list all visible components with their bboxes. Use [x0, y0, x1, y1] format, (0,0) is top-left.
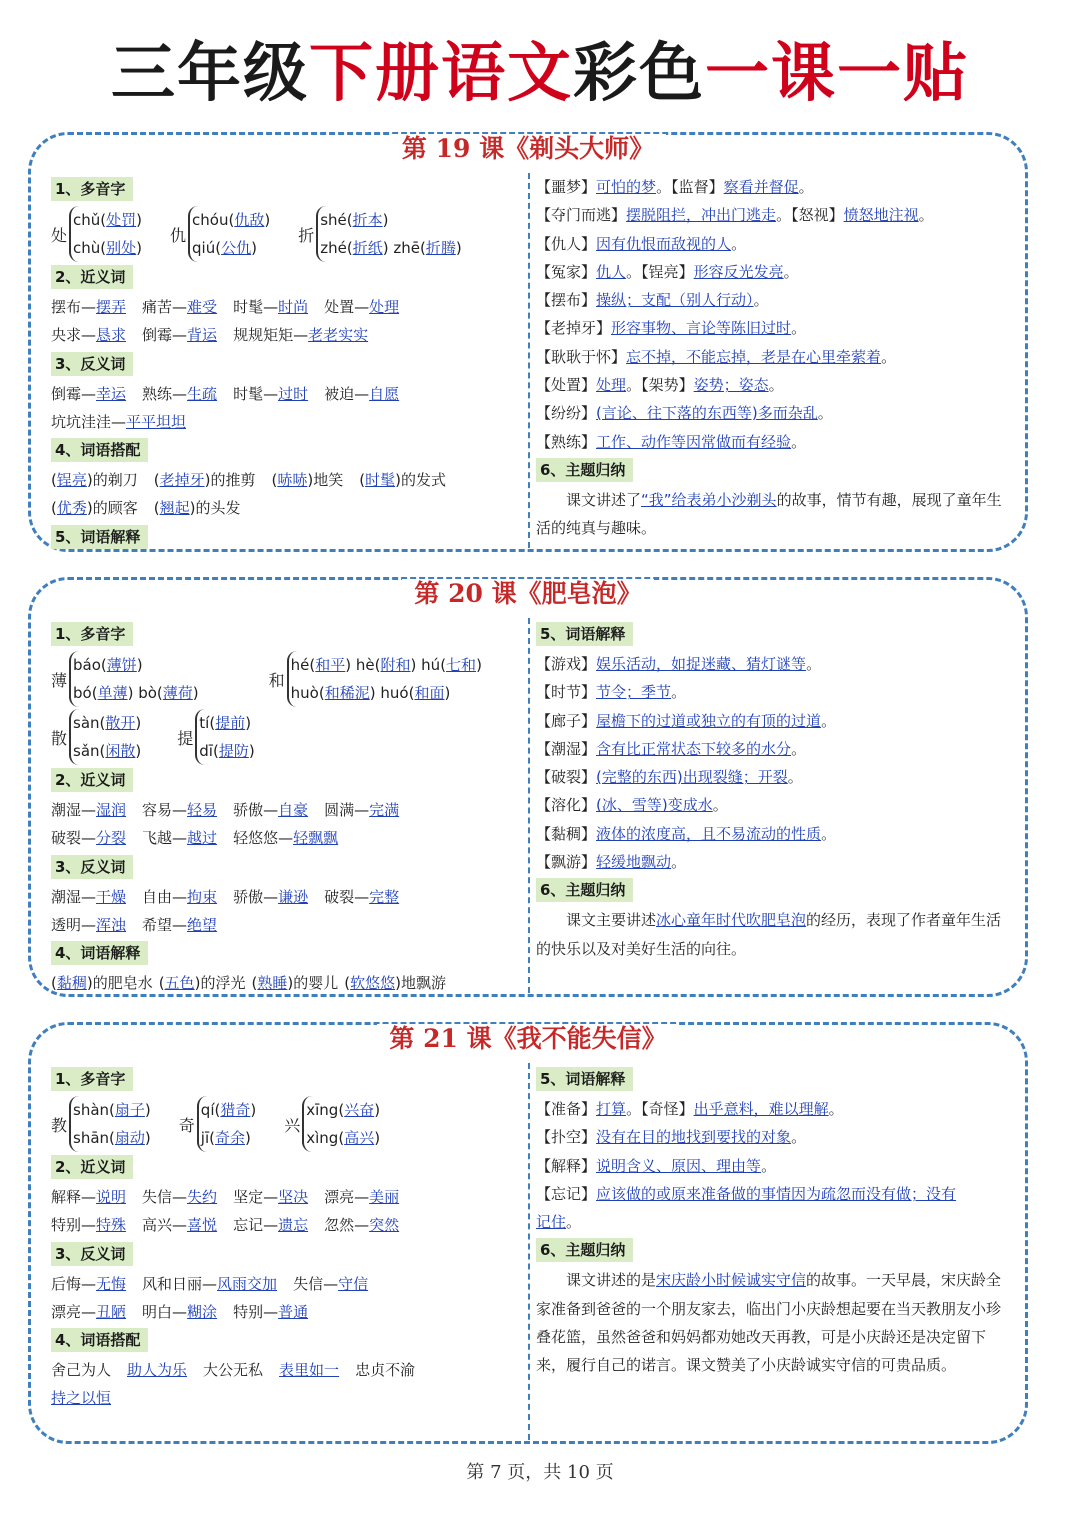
title-part-1: 三年级: [111, 36, 309, 111]
column-divider: [528, 1063, 530, 1440]
collocation-row: 舍己为人 助人为乐 大公无私 表里如一 忠贞不渝: [51, 1361, 416, 1380]
section-heading: 2、近义词: [51, 1155, 133, 1179]
title-part-4: 一课一贴: [705, 36, 969, 111]
definition-row: 【摆布】操纵；支配（别人行动）。: [536, 291, 769, 310]
word-pair-row: 央求—恳求 倒霉—背运 规规矩矩—老老实实: [51, 326, 369, 345]
word-pair-row: 潮湿—湿润 容易—轻易 骄傲—自豪 圆满—完满: [51, 801, 400, 819]
word-pair-row: 后悔—无悔 风和日丽—风雨交加 失信—守信: [51, 1274, 369, 1293]
definition-row: 【溶化】(冰、雪等)变成水。: [536, 796, 728, 815]
lesson-19-right-column: [536, 173, 1011, 543]
theme-paragraph: 课文主要讲述冰心童年时代吹肥皂泡的经历，表现了作者童年生活的快乐以及对美好生活的向往。: [536, 911, 1002, 958]
definition-row: 【处置】处理。【架势】姿势；姿态。: [536, 376, 784, 395]
section-heading: 1、多音字: [51, 177, 133, 201]
definition-row: 【耿耿于怀】忘不掉，不能忘掉，老是在心里牵萦着。: [536, 347, 897, 366]
collocation-row: (优秀)的顾客 (翘起)的头发: [51, 499, 241, 518]
polyphone: 仇 chóu(仇敌) qiú(公仇): [170, 206, 270, 262]
definition-row: 记住。: [536, 1213, 582, 1232]
lesson-21-right-column: [536, 1065, 1011, 1380]
section-heading: 4、词语搭配: [51, 438, 148, 462]
definition-row: 【老掉牙】形容事物、言论等陈旧过时。: [536, 319, 807, 338]
section-heading: 3、反义词: [51, 352, 133, 376]
section-heading: 5、词语解释: [536, 622, 633, 646]
section-heading: 3、反义词: [51, 855, 133, 879]
polyphone: 散 sàn(散开) sǎn(闲散): [51, 709, 141, 765]
polyphone: 提 tí(提前) dī(提防): [177, 709, 254, 765]
lesson-20-card: [28, 577, 1028, 997]
title-part-3: 彩色: [573, 36, 705, 111]
polyphone-group: [51, 205, 521, 263]
section-heading: 1、多音字: [51, 1067, 133, 1091]
definition-row: 【时节】节令；季节。: [536, 683, 687, 702]
definition-row: 【黏稠】液体的浓度高，且不易流动的性质。: [536, 824, 837, 843]
section-heading: 5、词语解释: [51, 525, 148, 549]
definition-row: 【纷纷】(言论、往下落的东西等)多而杂乱。: [536, 404, 833, 423]
polyphone-group: [51, 1095, 521, 1153]
title-part-2: 下册语文: [309, 36, 573, 111]
definition-row: 【噩梦】可怕的梦。【监督】察看并督促。: [536, 178, 814, 196]
definition-row: 【潮湿】含有比正常状态下较多的水分。: [536, 739, 807, 758]
collocation-row: 持之以恒: [51, 1389, 112, 1408]
polyphone: 奇 qí(猎奇) jī(奇余): [179, 1096, 256, 1152]
page-title: [0, 28, 1080, 120]
collocation-row: (黏稠)的肥皂水 (五色)的浮光 (熟睡)的婴儿 (软悠悠)地飘游: [51, 974, 446, 993]
lesson-19-left-column: [51, 175, 521, 553]
lesson-19-title: 第 19 课《剃头大师》: [31, 129, 1025, 165]
polyphone: 处 chǔ(处罚) chù(别处): [51, 206, 142, 262]
word-pair-row: 解释—说明 失信—失约 坚定—坚决 漂亮—美丽: [51, 1188, 400, 1206]
word-pair-row: 倒霉—幸运 熟练—生疏 时髦—过时 被迫—自愿: [51, 384, 400, 403]
word-pair-row: 摆布—摆弄 痛苦—难受 时髦—时尚 处置—处理: [51, 298, 400, 316]
lesson-21-card: [28, 1022, 1028, 1444]
polyphone-group: [51, 650, 521, 708]
word-pair-row: 漂亮—丑陋 明白—糊涂 特别—普通: [51, 1302, 309, 1321]
column-divider: [528, 173, 530, 548]
definition-row: 【冤家】仇人。【锃亮】形容反光发亮。: [536, 262, 799, 281]
section-heading: 1、多音字: [51, 622, 133, 646]
lesson-20-title: 第 20 课《肥皂泡》: [31, 574, 1025, 610]
polyphone: 和 hé(和平) hè(附和) hú(七和) huò(和稀泥) huó(和面): [269, 651, 482, 707]
lesson-20-right-column: [536, 620, 1011, 963]
lesson-20-left-column: [51, 620, 521, 997]
theme-paragraph: 课文讲述的是宋庆龄小时候诚实守信的故事。一天早晨，宋庆龄全家准备到爸爸的一个朋友家去，临出门小庆龄想起要在当天教朋友小珍叠花篮，虽然爸爸和妈妈都劝她改天再教，可是小庆龄还是决定留下来，履行自己的诺言。课文赞美了小庆龄诚实守信的可贵品质。: [536, 1271, 1002, 1375]
definition-row: 【夺门而逃】摆脱阻拦，冲出门逃走。【怒视】愤怒地注视。: [536, 206, 934, 225]
definition-row: 【飘游】轻缓地飘动。: [536, 853, 687, 872]
definition-row: 【仇人】因有仇恨而敌视的人。: [536, 234, 747, 253]
section-heading: 6、主题归纳: [536, 878, 633, 902]
definition-row: 【破裂】(完整的东西)出现裂缝；开裂。: [536, 768, 803, 787]
section-heading: 2、近义词: [51, 768, 133, 792]
word-pair-row: 特别—特殊 高兴—喜悦 忘记—遗忘 忽然—突然: [51, 1216, 400, 1235]
section-heading: 3、反义词: [51, 1242, 133, 1266]
section-heading: 4、词语搭配: [51, 1328, 148, 1352]
word-pair-row: 破裂—分裂 飞越—越过 轻悠悠—轻飘飘: [51, 829, 339, 848]
polyphone: 教 shàn(扇子) shān(扇动): [51, 1096, 151, 1152]
word-pair-row: 坑坑洼洼—平平坦坦: [51, 412, 187, 431]
section-heading: 5、词语解释: [536, 1067, 633, 1091]
definition-row: 【忘记】应该做的或原来准备做的事情因为疏忽而没有做；没有: [536, 1184, 957, 1203]
section-heading: 4、词语解释: [51, 941, 148, 965]
section-heading: 2、近义词: [51, 265, 133, 289]
section-heading: 6、主题归纳: [536, 1238, 633, 1262]
section-heading: 6、主题归纳: [536, 458, 633, 482]
polyphone-group: [51, 708, 521, 766]
word-pair-row: 潮湿—干燥 自由—拘束 骄傲—谦逊 破裂—完整: [51, 887, 400, 906]
definition-row: 【廊子】屋檐下的过道或独立的有顶的过道。: [536, 711, 837, 730]
lesson-21-left-column: [51, 1065, 521, 1413]
definition-row: 【游戏】娱乐活动，如捉迷藏、猜灯谜等。: [536, 655, 822, 673]
word-pair-row: 透明—浑浊 希望—绝望: [51, 915, 218, 934]
theme-paragraph: 课文讲述了“我”给表弟小沙剃头的故事，情节有趣，展现了童年生活的纯真与趣味。: [536, 490, 1002, 538]
definition-row: 【解释】说明含义、原因、理由等。: [536, 1156, 777, 1175]
definition-row: 【熟练】工作、动作等因常做而有经验。: [536, 432, 807, 451]
polyphone: 折 shé(折本) zhé(折纸) zhē(折腾): [298, 206, 461, 262]
collocation-row: (锃亮)的剃刀 (老掉牙)的推剪 (哧哧)地笑 (时髦)的发式: [51, 471, 446, 490]
lesson-19-card: [28, 132, 1028, 552]
polyphone: 薄 báo(薄饼) bó(单薄) bò(薄荷): [51, 651, 199, 707]
definition-row: 【准备】打算。【奇怪】出乎意料，难以理解。: [536, 1100, 844, 1118]
lesson-21-title: 第 21 课《我不能失信》: [31, 1019, 1025, 1055]
polyphone: 兴 xīng(兴奋) xìng(高兴): [284, 1096, 380, 1152]
page-footer: 第 7 页，共 10 页: [466, 1462, 614, 1483]
column-divider: [528, 618, 530, 993]
definition-row: 【扑空】没有在目的地找到要找的对象。: [536, 1128, 807, 1147]
